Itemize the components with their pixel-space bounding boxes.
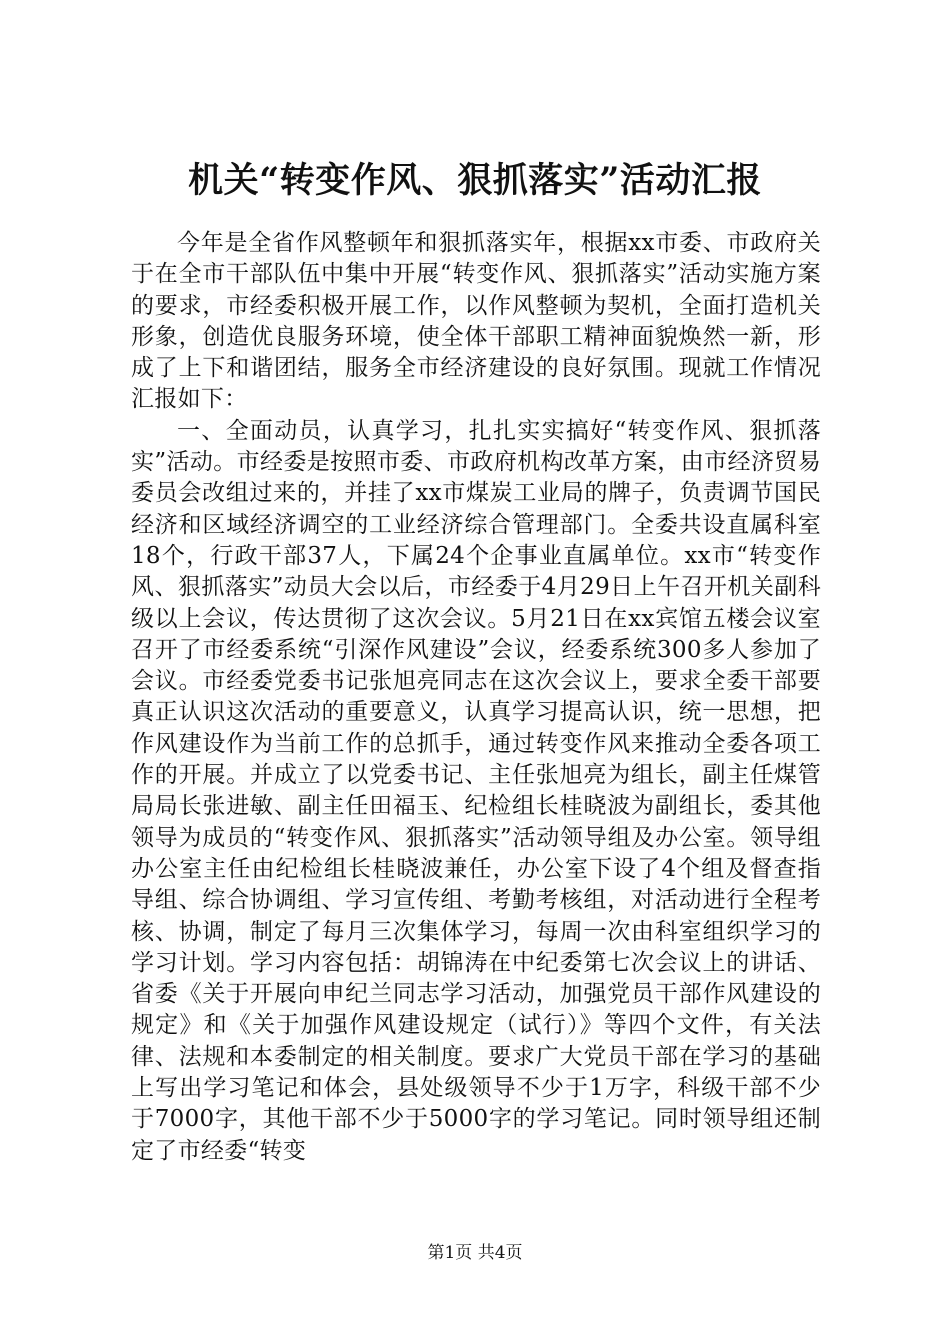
document-title: 机关“转变作风、狠抓落实”活动汇报 (188, 160, 762, 201)
paragraph-intro: 今年是全省作风整顿年和狠抓落实年，根据xx市委、市政府关于在全市干部队伍中集中开展“转变作风、狠抓落实”活动实施方案的要求，市经委积极开展工作，以作风整顿为契机，全面打造机关形象，创造优良服务环境，使全体干部职工精神面貌焕然一新，形成了上下和谐团结，服务全市经济建设的良好氛围。现就工作情况汇报如下： (131, 230, 821, 413)
paragraph-section-one: 一、全面动员，认真学习，扎扎实实搞好“转变作风、狠抓落实”活动。市经委是按照市委、市政府机构改革方案，由市经济贸易委员会改组过来的，并挂了xx市煤炭工业局的牌子，负责调节国民经济和区域经济调空的工业经济综合管理部门。全委共设直属科室18个，行政干部37人，下属24个企事业直属单位。xx市“转变作风、狠抓落实”动员大会以后，市经委于4月29日上午召开机关副科级以上会议，传达贯彻了这次会议。5月21日在xx宾馆五楼会议室召开了市经委系统“引深作风建设”会议，经委系统300多人参加了会议。市经委党委书记张旭亮同志在这次会议上，要求全委干部要真正认识这次活动的重要意义，认真学习提高认识，统一思想，把作风建设作为当前工作的总抓手，通过转变作风来推动全委各项工作的开展。并成立了以党委书记、主任张旭亮为组长，副主任煤管局局长张进敏、副主任田福玉、纪检组长桂晓波为副组长，委其他领导为成员的“转变作风、狠抓落实”活动领导组及办公室。领导组办公室主任由纪检组长桂晓波兼任，办公室下设了4个组及督查指导组、综合协调组、学习宣传组、考勤考核组，对活动进行全程考核、协调，制定了每月三次集体学习，每周一次由科室组织学习的学习计划。学习内容包括：胡锦涛在中纪委第七次会议上的讲话、省委《关于开展向申纪兰同志学习活动，加强党员干部作风建设的规定》和《关于加强作风建设规定（试行）》等四个文件，有关法律、法规和本委制定的相关制度。要求广大党员干部在学习的基础上写出学习笔记和体会，县处级领导不少于1万字，科级干部不少于7000字，其他干部不少于5000字的学习笔记。同时领导组还制定了市经委“转变 (131, 417, 821, 1164)
page-number: 第1页 共4页 (427, 1243, 523, 1263)
document-body (131, 228, 821, 1167)
